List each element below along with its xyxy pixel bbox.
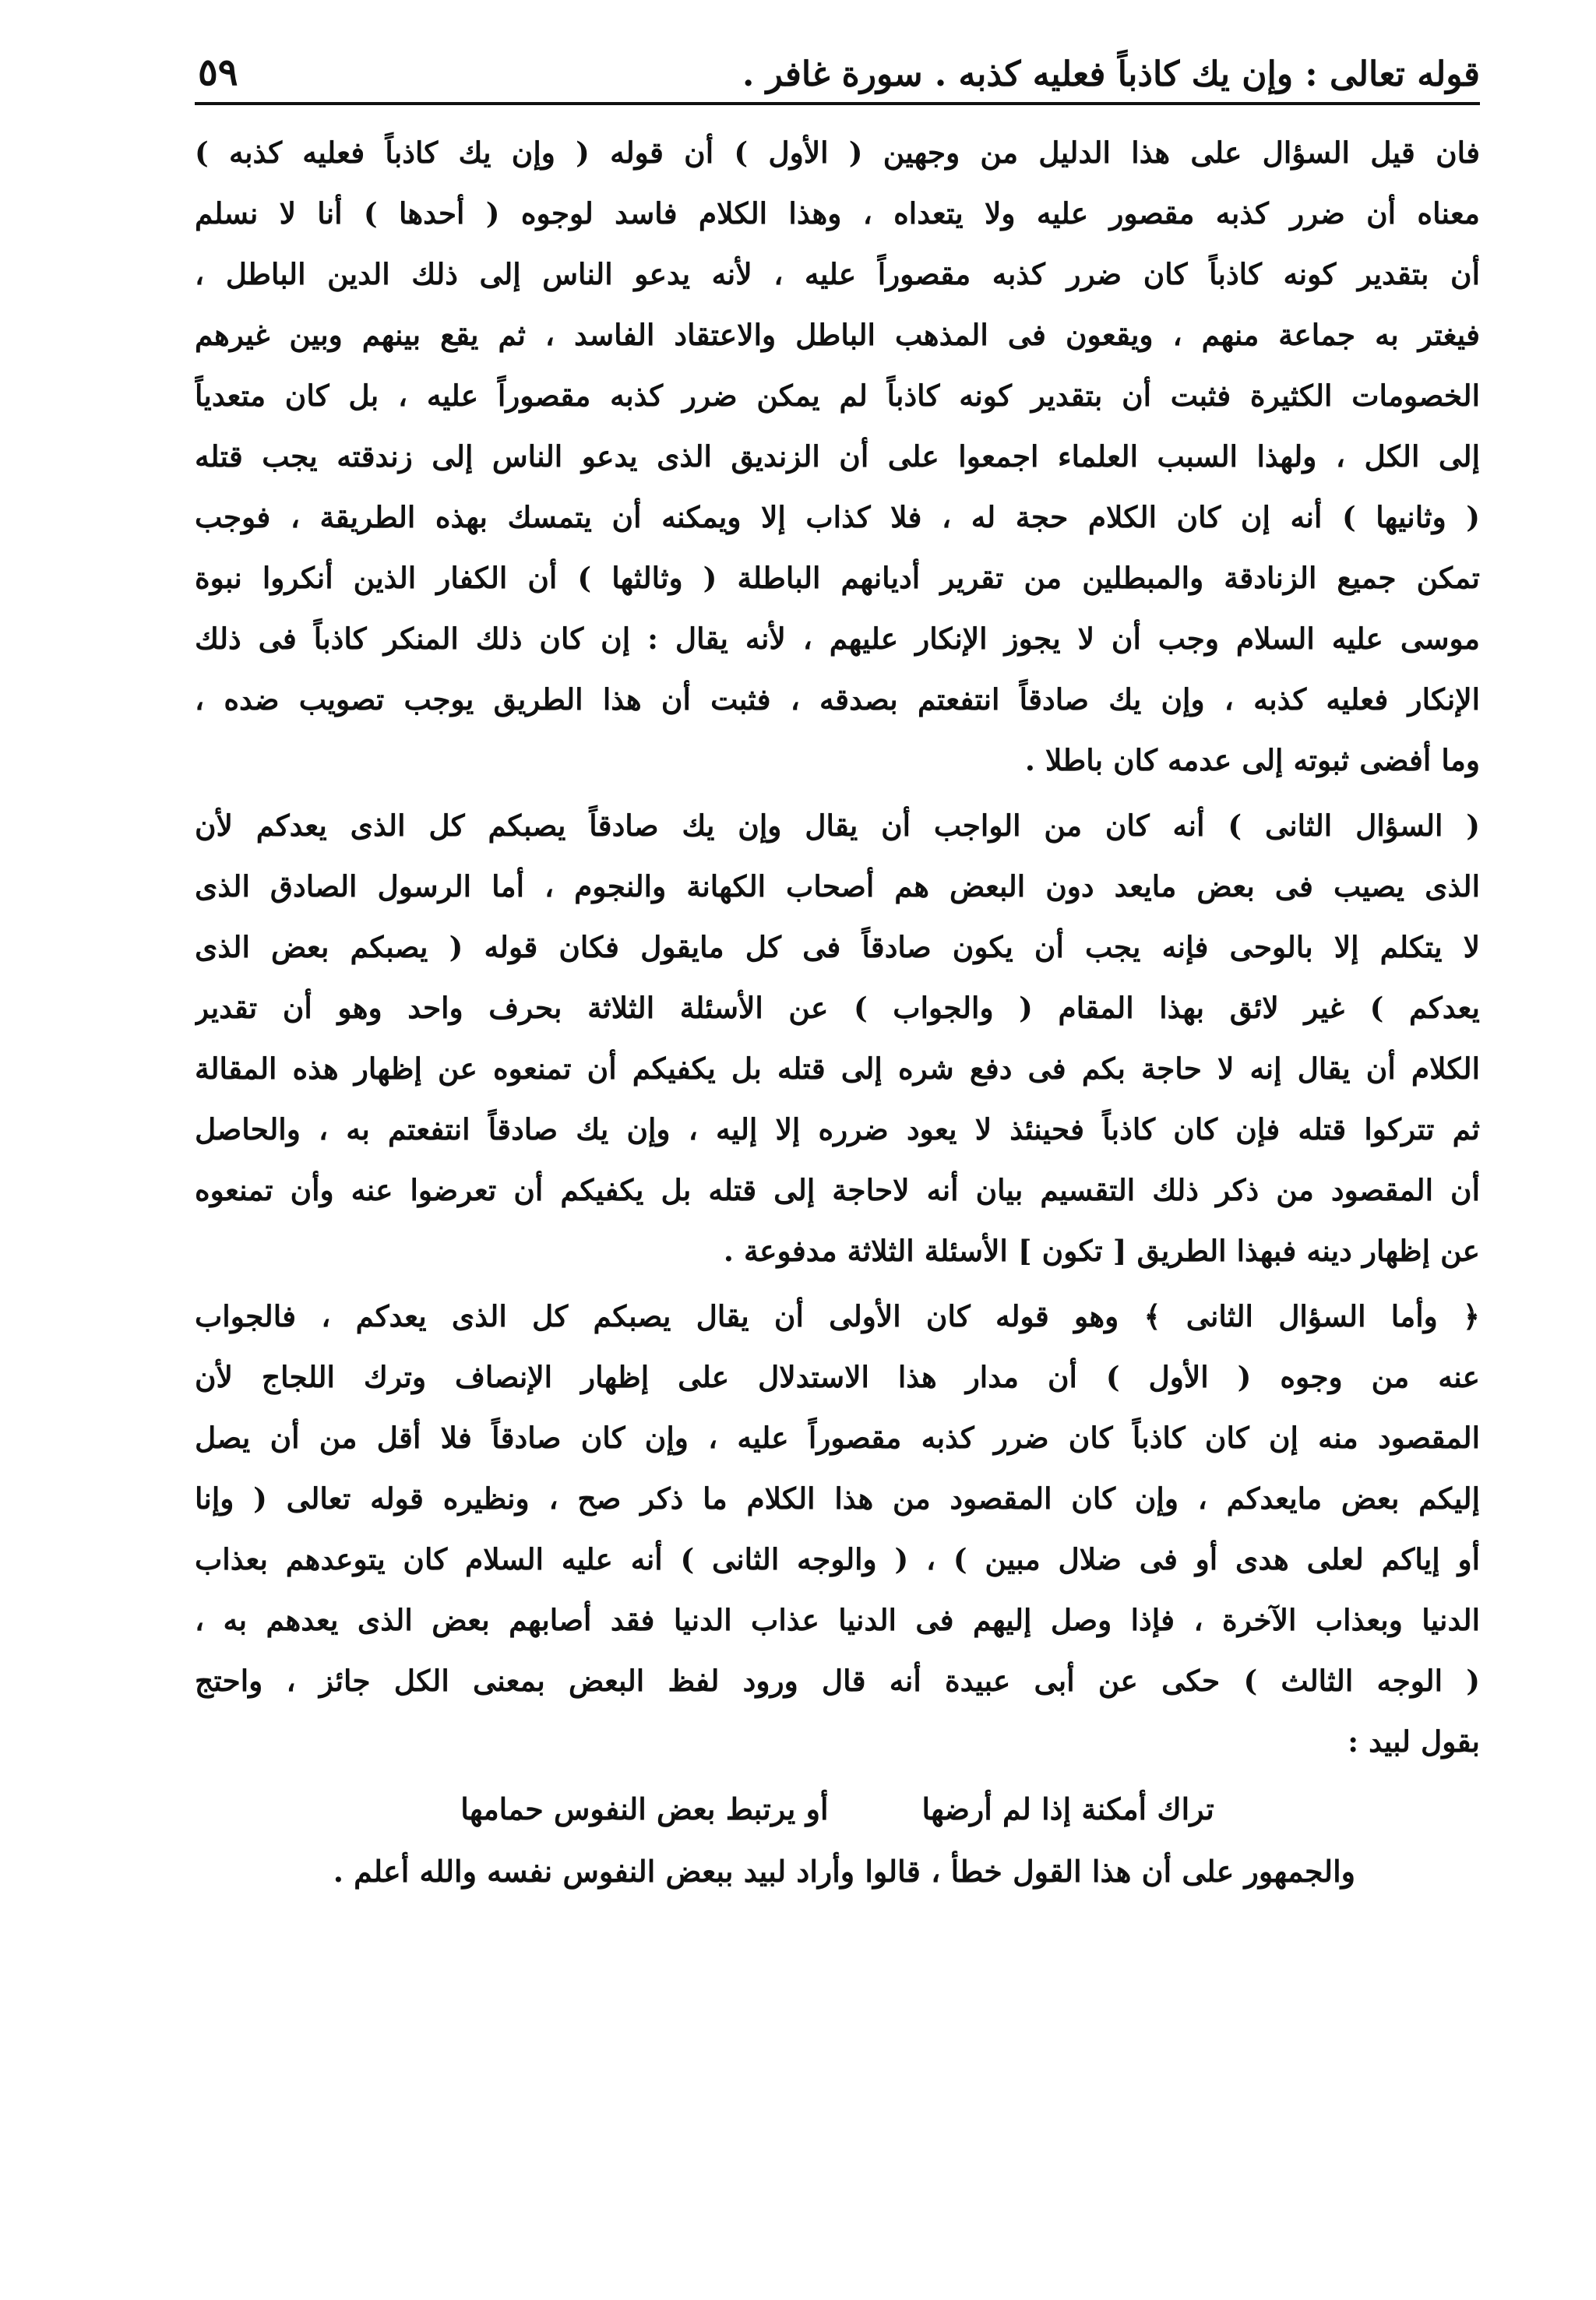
text-line: أو إياكم لعلى هدى أو فى ضلال مبين ) ، ( والوجه الثانى ) أنه عليه السلام كان يتوعدهم بعذاب (195, 1542, 1480, 1576)
poetry-verse (195, 1778, 1480, 1840)
text-line: موسى عليه السلام وجب أن لا يجوز الإنكار عليهم ، لأنه يقال : إن كان ذلك المنكر كاذباً فى ذلك (195, 622, 1480, 656)
paragraph-1 (195, 122, 1480, 791)
body-text (195, 122, 1480, 1903)
paragraph-2 (195, 795, 1480, 1281)
text-line: الخصومات الكثيرة فثبت أن بتقدير كونه كاذباً لم يمكن ضرر كذبه مقصوراً عليه ، بل كان متعدياً (195, 379, 1480, 413)
book-page (195, 43, 1480, 2255)
text-line: لا يتكلم إلا بالوحى فإنه يجب أن يكون صادقاً فى كل مايقول فكان قوله ( يصبكم بعض الذى (195, 930, 1480, 964)
text-line: أن المقصود من ذكر ذلك التقسيم بيان أنه لاحاجة إلى قتله بل يكفيكم أن تعرضوا عنه وأن تمنعوه (195, 1173, 1480, 1207)
text-line: ( الوجه الثالث ) حكى عن أبى عبيدة أنه قال ورود لفظ البعض بمعنى الكل جائز ، واحتج (195, 1664, 1480, 1698)
text-line: عنه من وجوه ( الأول ) أن مدار هذا الاستدلال على إظهار الإنصاف وترك اللجاج لأن (195, 1360, 1480, 1394)
page-number: ٥٩ (198, 51, 238, 94)
text-line: فان قيل السؤال على هذا الدليل من وجهين ( الأول ) أن قوله ( وإن يك كاذباً فعليه كذبه ) (195, 136, 1480, 170)
text-line: أن بتقدير كونه كاذباً كان ضرر كذبه مقصوراً عليه ، لأنه يدعو الناس إلى ذلك الدين الباطل ، (195, 257, 1480, 291)
text-line: تمكن جميع الزنادقة والمبطلين من تقرير أديانهم الباطلة ( وثالثها ) أن الكفار الذين أنكروا نبوة (195, 561, 1480, 595)
verse-second-hemistich: أو يرتبط بعض النفوس حمامها (460, 1791, 829, 1826)
closing-line: والجمهور على أن هذا القول خطأ ، قالوا وأراد لبيد ببعض النفوس نفسه والله أعلم . (333, 1854, 1355, 1889)
paragraph-3 (195, 1286, 1480, 1772)
text-line: الإنكار فعليه كذبه ، وإن يك صادقاً انتفعتم بصدقه ، فثبت أن هذا الطريق يوجب تصويب ضده ، (195, 682, 1480, 717)
text-line: إليكم بعض مايعدكم ، وإن كان المقصود من هذا الكلام ما ذكر صح ، ونظيره قوله تعالى ( وإنا (195, 1481, 1480, 1516)
text-line: فيغتر به جماعة منهم ، ويقعون فى المذهب الباطل والاعتقاد الفاسد ، ثم يقع بينهم وبين غيرهم (195, 318, 1480, 352)
text-line: بقول لبيد : (1348, 1724, 1480, 1759)
running-title: قوله تعالى : وإن يك كاذباً فعليه كذبه . سورة غافر . (742, 55, 1480, 94)
text-line: ثم تتركوا قتله فإن كان كاذباً فحينئذ لا يعود ضرره إلا إليه ، وإن يك صادقاً انتفعتم به ، والحاصل (195, 1112, 1480, 1146)
text-line: الذى يصيب فى بعض مايعد دون البعض هم أصحاب الكهانة والنجوم ، أما الرسول الصادق الذى (195, 869, 1480, 903)
text-line: عن إظهار دينه فبهذا الطريق [ تكون ] الأسئلة الثلاثة مدفوعة . (723, 1234, 1480, 1268)
text-line: الكلام أن يقال إنه لا حاجة بكم فى دفع شره إلى قتله بل يكفيكم أن تمنعوه عن إظهار هذه المقالة (195, 1051, 1480, 1086)
text-line: الدنيا وبعذاب الآخرة ، فإذا وصل إليهم فى الدنيا عذاب الدنيا فقد أصابهم بعض الذى يعدهم به ، (195, 1603, 1480, 1637)
text-line: ( وثانيها ) أنه إن كان الكلام حجة له ، فلا كذاب إلا ويمكنه أن يتمسك بهذه الطريقة ، فوجب (195, 500, 1480, 534)
verse-first-hemistich: تراك أمكنة إذا لم أرضها (921, 1791, 1214, 1826)
text-line: معناه أن ضرر كذبه مقصور عليه ولا يتعداه ، وهذا الكلام فاسد لوجوه ( أحدها ) أنا لا نسلم (195, 196, 1480, 231)
text-line: وما أفضى ثبوته إلى عدمه كان باطلا . (1024, 743, 1480, 777)
text-line: يعدكم ) غير لائق بهذا المقام ( والجواب ) عن الأسئلة الثلاثة بحرف واحد وهو أن تقدير (195, 991, 1480, 1025)
text-line: ﴿ وأما السؤال الثانى ﴾ وهو قوله كان الأولى أن يقال يصبكم كل الذى يعدكم ، فالجواب (195, 1299, 1480, 1333)
page-header (195, 43, 1480, 105)
text-line: المقصود منه إن كان كاذباً كان ضرر كذبه مقصوراً عليه ، وإن كان صادقاً فلا أقل من أن يصل (195, 1421, 1480, 1455)
text-line: ( السؤال الثانى ) أنه كان من الواجب أن يقال وإن يك صادقاً يصبكم كل الذى يعدكم لأن (195, 808, 1480, 843)
text-line: إلى الكل ، ولهذا السبب العلماء اجمعوا على أن الزنديق الذى يدعو الناس إلى زندقته يجب قتله (195, 439, 1480, 474)
